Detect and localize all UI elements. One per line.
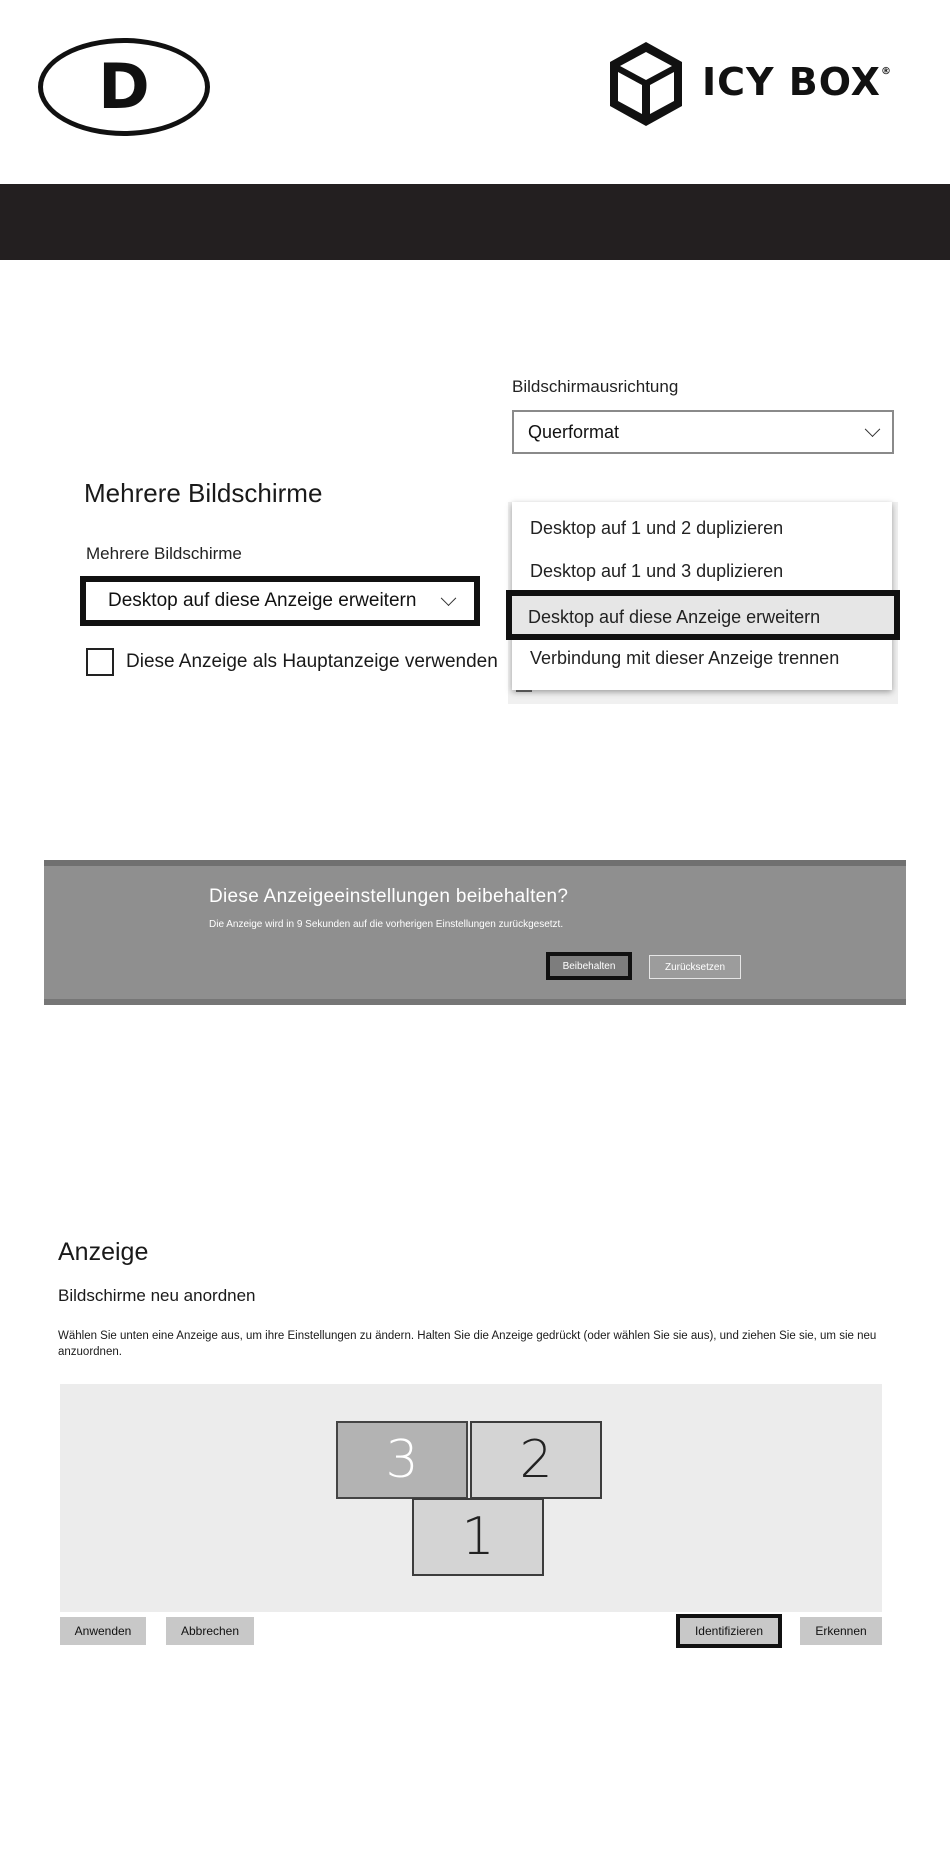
orientation-select-value: Querformat xyxy=(528,421,620,442)
dialog-message: Die Anzeige wird in 9 Sekunden auf die vorherigen Einstellungen zurückgesetzt. xyxy=(209,919,564,930)
dropdown-option-selected-label: Desktop auf diese Anzeige erweitern xyxy=(528,607,821,627)
orientation-select[interactable] xyxy=(512,410,894,454)
monitor-1[interactable]: 1 xyxy=(412,1498,544,1576)
arrange-title: Anzeige xyxy=(58,1238,149,1266)
keep-button[interactable]: Beibehalten xyxy=(546,952,632,980)
chevron-down-icon xyxy=(441,590,457,606)
main-display-checkbox-row[interactable] xyxy=(86,648,498,676)
dropdown-option[interactable]: Verbindung mit dieser Anzeige trennen xyxy=(530,648,840,668)
multi-display-label: Mehrere Bildschirme xyxy=(86,544,242,563)
monitor-2[interactable]: 2 xyxy=(470,1421,602,1499)
brand-logo xyxy=(606,38,916,130)
dialog-top-edge xyxy=(44,860,906,866)
registered-mark: ® xyxy=(880,66,892,77)
language-badge xyxy=(38,38,210,136)
dropdown-option[interactable]: Desktop auf 1 und 2 duplizieren xyxy=(530,518,784,538)
apply-button[interactable]: Anwenden xyxy=(60,1617,146,1645)
revert-button[interactable]: Zurücksetzen xyxy=(649,955,741,979)
main-display-checkbox[interactable] xyxy=(86,648,114,676)
main-display-checkbox-label: Diese Anzeige als Hauptanzeige verwenden xyxy=(126,651,498,672)
header-band xyxy=(0,184,950,260)
dialog-title: Diese Anzeigeeinstellungen beibehalten? xyxy=(209,886,569,907)
multi-display-select[interactable] xyxy=(80,576,480,626)
dialog-bottom-edge xyxy=(44,999,906,1005)
multi-display-dropdown xyxy=(508,502,898,704)
brand-name xyxy=(702,60,892,104)
display-arrangement-area xyxy=(60,1384,882,1612)
section-title: Mehrere Bildschirme xyxy=(84,478,323,508)
arrange-description: Wählen Sie unten eine Anzeige aus, um ihre Einstellungen zu ändern. Halten Sie die Anzeige gedrückt (oder wählen Sie sie aus), und ziehen Sie sie, um sie neu anzuordnen. xyxy=(58,1330,877,1358)
cancel-button[interactable]: Abbrechen xyxy=(166,1617,254,1645)
chevron-down-icon xyxy=(865,421,881,437)
identify-button[interactable]: Identifizieren xyxy=(676,1614,782,1648)
detect-button[interactable]: Erkennen xyxy=(800,1617,882,1645)
keep-settings-dialog xyxy=(44,860,906,1005)
arrange-subtitle: Bildschirme neu anordnen xyxy=(58,1286,256,1305)
cube-icon xyxy=(606,38,686,130)
multi-display-select-value: Desktop auf diese Anzeige erweitern xyxy=(108,590,417,611)
dropdown-option[interactable]: Desktop auf 1 und 3 duplizieren xyxy=(530,561,784,581)
monitor-3[interactable]: 3 xyxy=(336,1421,468,1499)
dropdown-option-selected[interactable] xyxy=(506,590,900,640)
brand-name-text: ICY BOX xyxy=(702,60,881,104)
orientation-label: Bildschirmausrichtung xyxy=(512,377,679,396)
hidden-checkbox-edge xyxy=(516,690,532,692)
language-badge-letter: D xyxy=(98,50,150,123)
